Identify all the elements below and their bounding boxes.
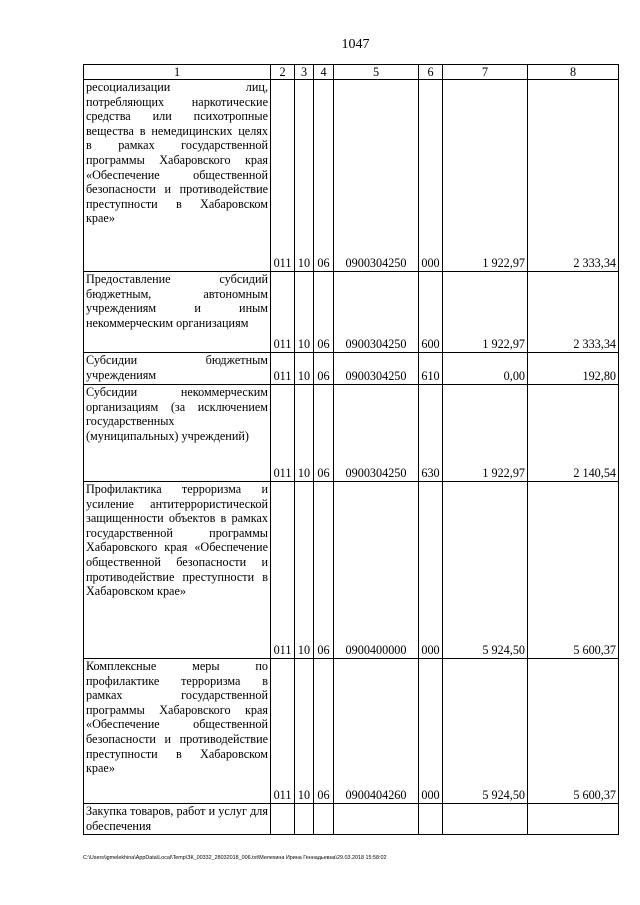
file-path-footer: C:\Users\igmelekhina\AppData\Local\Temp\ЗК_00332_28032018_006.txt\Мелехина Ирина Геннадьевна\29.03.2018 15:58:02: [83, 855, 387, 861]
row-name: Закупка товаров, работ и услуг для обеспечения: [86, 804, 268, 833]
cell-expense-type: 630: [419, 385, 443, 482]
row-name: ресоциализации лиц, потребляющих наркотические средства или психотропные вещества в немедицинских целях в рамках государственной программы Хабаровского края «Обеспечение общественной безопасности и противодействие преступности в Хабаровском крае»: [86, 80, 268, 226]
cell-target-article: 0900304250: [334, 80, 419, 272]
cell-amount-7: 1 922,97: [443, 80, 528, 272]
cell-ministry-code: 011: [271, 385, 295, 482]
cell-subsection: 06: [314, 353, 334, 385]
cell-section: 10: [295, 80, 314, 272]
row-name-cell: [84, 272, 271, 353]
cell-ministry-code: 011: [271, 482, 295, 659]
cell-section: 10: [295, 385, 314, 482]
cell-section: 10: [295, 272, 314, 353]
cell-amount-7: 0,00: [443, 353, 528, 385]
cell-section: 10: [295, 659, 314, 804]
cell-amount-8: 5 600,37: [528, 482, 619, 659]
cell-ministry-code: 011: [271, 659, 295, 804]
cell-subsection: 06: [314, 482, 334, 659]
row-name-cell: [84, 80, 271, 272]
table-row: [84, 272, 619, 353]
cell-target-article: 0900304250: [334, 385, 419, 482]
cell-amount-8: [528, 804, 619, 835]
column-header: 3: [295, 65, 314, 80]
table-row: [84, 80, 619, 272]
cell-amount-8: 2 333,34: [528, 272, 619, 353]
cell-amount-8: 5 600,37: [528, 659, 619, 804]
cell-expense-type: 600: [419, 272, 443, 353]
cell-section: [295, 804, 314, 835]
cell-subsection: 06: [314, 80, 334, 272]
cell-expense-type: 000: [419, 80, 443, 272]
table-row: [84, 659, 619, 804]
table-header-row: [84, 65, 619, 80]
cell-subsection: [314, 804, 334, 835]
cell-expense-type: 000: [419, 659, 443, 804]
cell-amount-7: 1 922,97: [443, 272, 528, 353]
table-row: [84, 804, 619, 835]
cell-target-article: 0900304250: [334, 353, 419, 385]
cell-target-article: [334, 804, 419, 835]
cell-amount-7: 1 922,97: [443, 385, 528, 482]
column-header: 1: [84, 65, 271, 80]
row-name-cell: [84, 353, 271, 385]
cell-ministry-code: 011: [271, 272, 295, 353]
cell-ministry-code: [271, 804, 295, 835]
cell-section: 10: [295, 482, 314, 659]
column-header: 6: [419, 65, 443, 80]
budget-table: [83, 64, 619, 835]
column-header: 5: [334, 65, 419, 80]
row-name: Субсидии бюджетным учреждениям: [86, 353, 268, 382]
row-name-cell: [84, 482, 271, 659]
cell-section: 10: [295, 353, 314, 385]
row-name-cell: [84, 385, 271, 482]
cell-target-article: 0900400000: [334, 482, 419, 659]
row-name: Субсидии некоммерческим организациям (за исключением государственных (муниципальных) учреждений): [86, 385, 268, 443]
cell-subsection: 06: [314, 659, 334, 804]
row-name-cell: [84, 659, 271, 804]
row-name-cell: [84, 804, 271, 835]
cell-subsection: 06: [314, 385, 334, 482]
cell-target-article: 0900404260: [334, 659, 419, 804]
cell-ministry-code: 011: [271, 353, 295, 385]
column-header: 7: [443, 65, 528, 80]
cell-expense-type: 000: [419, 482, 443, 659]
cell-subsection: 06: [314, 272, 334, 353]
cell-amount-7: [443, 804, 528, 835]
cell-amount-7: 5 924,50: [443, 482, 528, 659]
cell-ministry-code: 011: [271, 80, 295, 272]
row-name: Комплексные меры по профилактике терроризма в рамках государственной программы Хабаровского края «Обеспечение общественной безопасности и противодействие преступности в Хабаровском крае»: [86, 659, 268, 776]
table-row: [84, 385, 619, 482]
table-row: [84, 353, 619, 385]
cell-amount-7: 5 924,50: [443, 659, 528, 804]
cell-target-article: 0900304250: [334, 272, 419, 353]
column-header: 2: [271, 65, 295, 80]
cell-amount-8: 2 333,34: [528, 80, 619, 272]
cell-amount-8: 2 140,54: [528, 385, 619, 482]
cell-expense-type: [419, 804, 443, 835]
row-name: Профилактика терроризма и усиление антитеррористической защищенности объектов в рамках государственной программы Хабаровского края «Обеспечение общественной безопасности и противодействие преступности в Хабаровском крае»: [86, 482, 268, 599]
cell-expense-type: 610: [419, 353, 443, 385]
cell-amount-8: 192,80: [528, 353, 619, 385]
column-header: 8: [528, 65, 619, 80]
column-header: 4: [314, 65, 334, 80]
page-number: 1047: [341, 37, 370, 52]
row-name: Предоставление субсидий бюджетным, автономным учреждениям и иным некоммерческим организациям: [86, 272, 268, 330]
table-row: [84, 482, 619, 659]
